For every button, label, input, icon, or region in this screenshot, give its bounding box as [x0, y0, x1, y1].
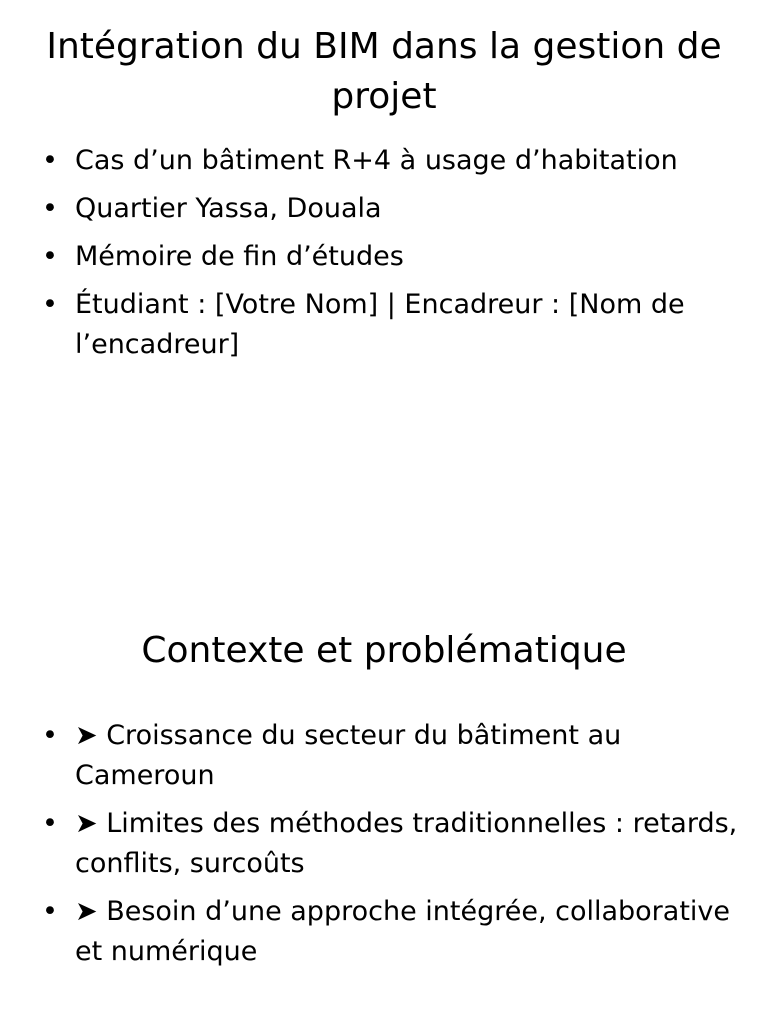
bullet-dot-icon: •	[42, 193, 58, 224]
bullet-item	[40, 141, 740, 181]
bullet-item	[40, 804, 740, 884]
bullet-dot-icon: •	[42, 241, 58, 272]
bullet-item	[40, 716, 740, 796]
slide-title: Intégration du BIM dans la gestion de projet	[46, 26, 722, 117]
bullet-text: Étudiant : [Votre Nom] | Encadreur : [Nom de l’encadreur]	[75, 289, 685, 360]
bullet-text: ➤ Besoin d’une approche intégrée, collaborative et numérique	[75, 896, 731, 967]
slide-2	[0, 512, 768, 1024]
bullet-dot-icon: •	[42, 808, 58, 839]
bullet-list	[40, 716, 740, 980]
bullet-list	[40, 141, 740, 373]
bullet-item	[40, 237, 740, 277]
bullet-text: ➤ Croissance du secteur du bâtiment au Cameroun	[75, 720, 622, 791]
bullet-text: Cas d’un bâtiment R+4 à usage d’habitation	[75, 145, 678, 176]
bullet-item	[40, 285, 740, 365]
bullet-text: ➤ Limites des méthodes traditionnelles : retards, conflits, surcoûts	[75, 808, 738, 879]
slide-title: Contexte et problématique	[141, 630, 627, 671]
bullet-item	[40, 892, 740, 972]
bullet-dot-icon: •	[42, 720, 58, 751]
bullet-dot-icon: •	[42, 289, 58, 320]
bullet-dot-icon: •	[42, 145, 58, 176]
bullet-text: Quartier Yassa, Douala	[75, 193, 382, 224]
bullet-item	[40, 189, 740, 229]
bullet-text: Mémoire de fin d’études	[75, 241, 404, 272]
bullet-dot-icon: •	[42, 896, 58, 927]
